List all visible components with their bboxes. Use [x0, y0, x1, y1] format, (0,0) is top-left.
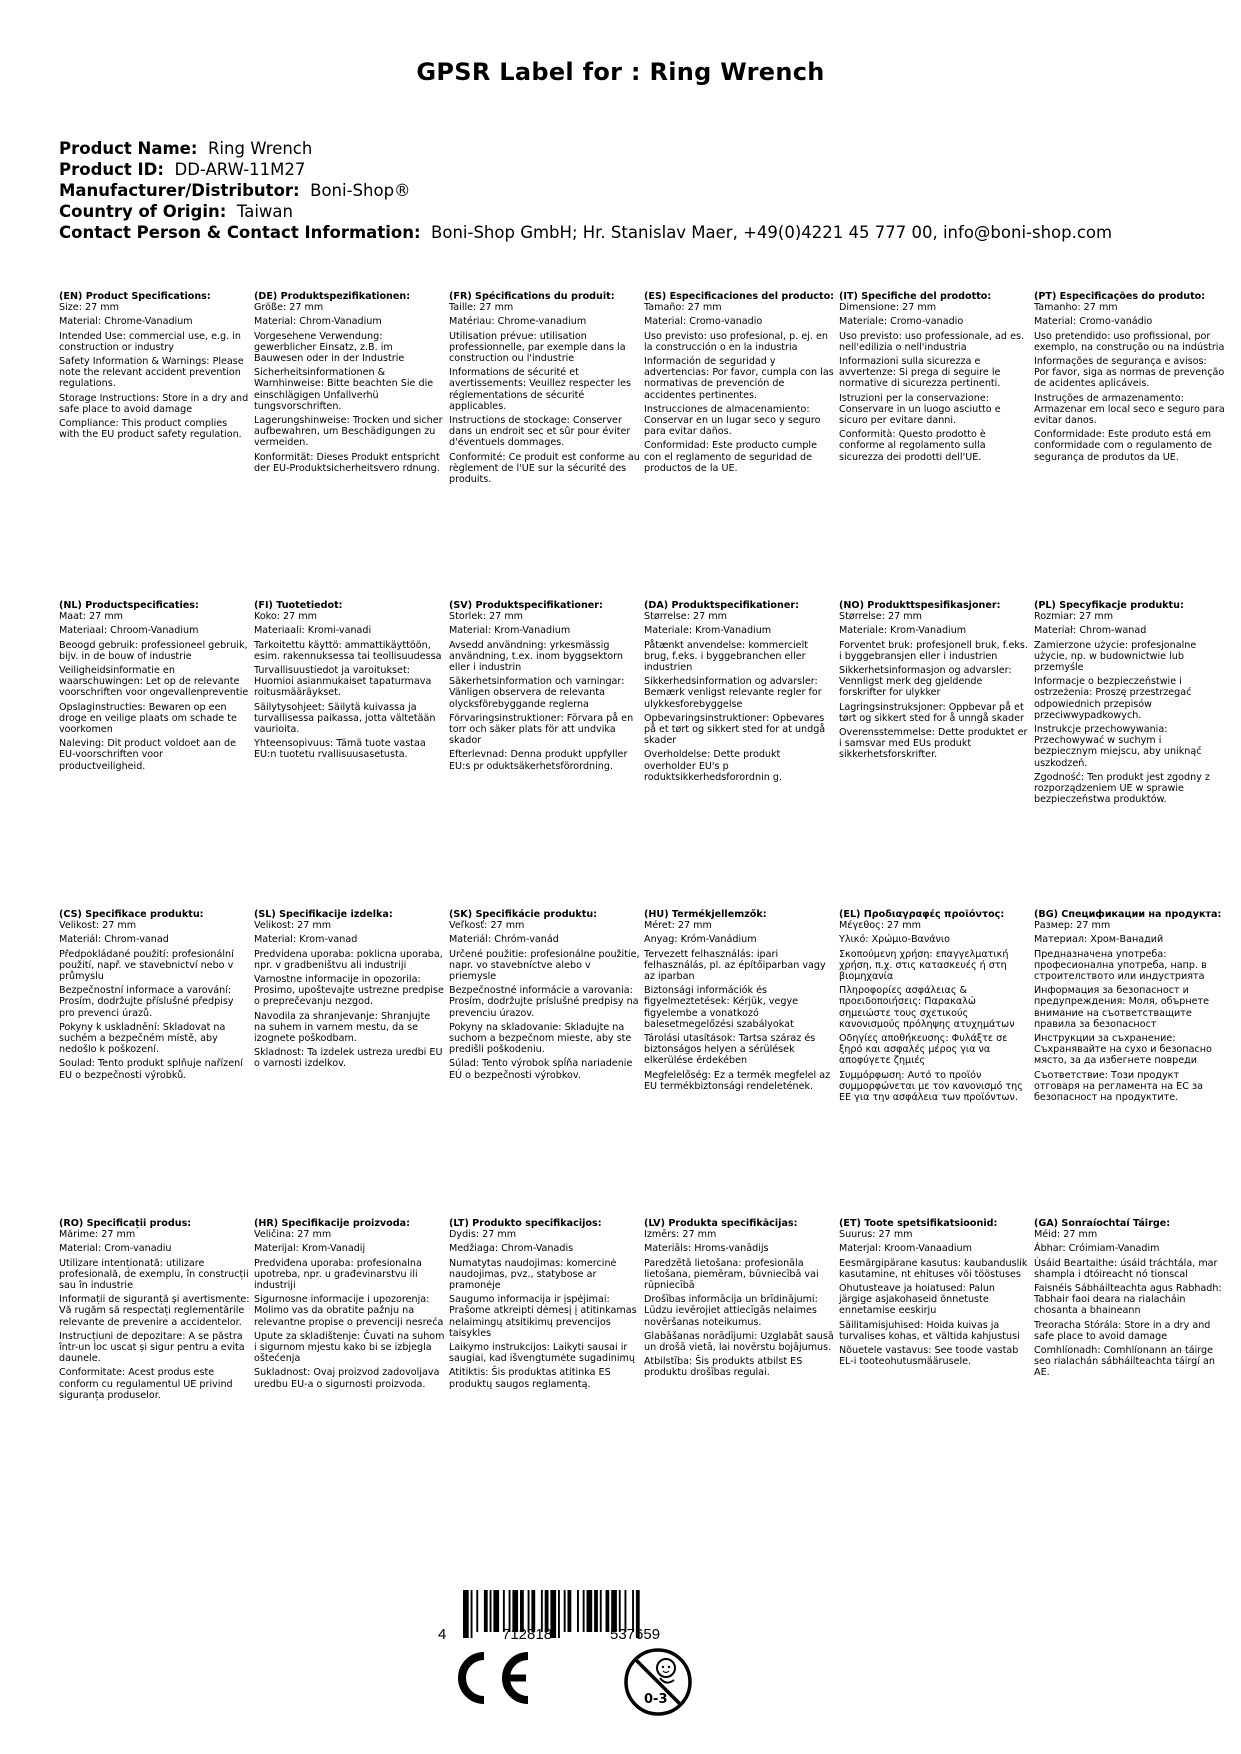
spec-line: Rozmiar: 27 mm	[1034, 611, 1114, 623]
spec-line: Materiale: Cromo-vanadio	[839, 316, 964, 328]
spec-heading: (EN) Product Specifications:	[59, 291, 211, 302]
spec-heading: (FR) Spécifications du produit:	[449, 291, 615, 302]
spec-line: Съответствие: Този продукт отговаря на регламента на ЕС за безопасност на продуктите.	[1034, 1069, 1203, 1104]
spec-heading: (NL) Productspecificaties:	[59, 600, 199, 611]
barcode-bar	[583, 1590, 585, 1632]
spec-line: Upute za skladištenje: Čuvati na suhom i sigurnom mjestu kako bi se izbjegla oštećenja	[254, 1330, 445, 1365]
spec-line: Μέγεθος: 27 mm	[839, 920, 921, 932]
spec-line: Größe: 27 mm	[254, 302, 324, 314]
spec-line: Material: Cromo-vanádio	[1034, 316, 1153, 328]
spec-line: Informazioni sulla sicurezza e avvertenze: Si prega di seguire le normative di sicurezza pertinenti.	[839, 356, 1001, 390]
spec-line: Sigurnosne informacije i upozorenja: Molimo vas da obratite pažnju na relevantne propise o prevenciji nesreća	[254, 1294, 444, 1328]
spec-line: Instruções de armazenamento: Armazenar em local seco e seguro para evitar danos.	[1034, 392, 1225, 427]
spec-line: Matériau: Chrome-vanadium	[449, 316, 587, 328]
spec-line: Overensstemmelse: Dette produktet er i samsvar med EUs produkt sikkerhetsforskrifter.	[839, 727, 1028, 761]
info-key: Contact Person & Contact Information:	[59, 223, 421, 242]
spec-line: Предназначена употреба: професионална употреба, напр. в строителството или индустрията	[1034, 948, 1207, 983]
spec-line: Säilitamisjuhised: Hoida kuivas ja turvalises kohas, et vältida kahjustusi	[839, 1319, 1020, 1342]
spec-line: Υλικό: Χρώμιο-Βανάνιο	[839, 934, 951, 946]
spec-line: Förvaringsinstruktioner: Förvara på en torr och säker plats för att undvika skador	[449, 712, 634, 747]
spec-line: Materiaal: Chroom-Vanadium	[59, 625, 199, 637]
spec-heading: (LV) Produkta specifikācijas:	[644, 1218, 798, 1229]
spec-block	[1034, 600, 1229, 909]
spec-line: Storlek: 27 mm	[449, 611, 524, 623]
info-value: Ring Wrench	[207, 139, 313, 158]
spec-line: Материал: Хром-Ванадий	[1034, 934, 1164, 946]
spec-block	[449, 600, 644, 909]
spec-line: Lagringsinstruksjoner: Oppbevar på et tørt og sikkert sted for å unngå skader	[839, 701, 1024, 724]
spec-line: Compliance: This product complies with the EU product safety regulation.	[59, 418, 242, 441]
spec-line: Taille: 27 mm	[449, 302, 514, 314]
barcode-bar	[600, 1590, 602, 1632]
barcode-bar	[558, 1590, 560, 1638]
not-for-children-0-3-icon	[622, 1646, 694, 1718]
spec-heading: (LT) Produkto specifikacijos:	[449, 1218, 602, 1229]
spec-line: Storage Instructions: Store in a dry and safe place to avoid damage	[59, 392, 249, 415]
info-key: Country of Origin:	[59, 202, 227, 221]
spec-line: Konformität: Dieses Produkt entspricht der EU-Produktsicherheitsvero rdnung.	[254, 451, 440, 474]
spec-line: Veiligheidsinformatie en waarschuwingen: Let op de relevante voorschriften voor ongevallenpreventie	[59, 665, 249, 699]
spec-heading: (SV) Produktspecifikationer:	[449, 600, 603, 611]
spec-line: Beoogd gebruik: professioneel gebruik, bijv. in de bouw of industrie	[59, 639, 248, 662]
spec-line: Medžiaga: Chrom-Vanadis	[449, 1243, 574, 1255]
spec-line: Veličina: 27 mm	[254, 1229, 332, 1241]
spec-line: Utilisation prévue: utilisation professionnelle, par exemple dans la construction ou l'industrie	[449, 330, 626, 365]
manufacturer-row	[59, 180, 1219, 201]
spec-line: Tamanho: 27 mm	[1034, 302, 1118, 314]
spec-line: Suurus: 27 mm	[839, 1229, 913, 1241]
spec-line: Instrucțiuni de depozitare: A se păstra într-un loc uscat și sigur pentru a evita daunele.	[59, 1330, 245, 1365]
spec-line: Bezpečnostní informace a varování: Prosím, dodržujte příslušné předpisy pro prevenci úrazů.	[59, 985, 234, 1019]
spec-line: Uso previsto: uso professionale, ad es. nell'edilizia o nell'industria	[839, 330, 1025, 353]
ce-mark-icon	[450, 1648, 535, 1708]
spec-line: Utilizare intenționată: utilizare profesională, de exemplu, în construcții sau în industrie	[59, 1257, 249, 1292]
spec-line: Sicherheitsinformationen & Warnhinweise: Bitte beachten Sie die einschlägigen Unfallverhü tungsvorschriften.	[254, 367, 434, 412]
spec-block	[449, 1218, 644, 1527]
spec-heading: (IT) Specifiche del prodotto:	[839, 291, 992, 302]
spec-line: Biztonsági információk és figyelmeztetések: Kérjük, vegye figyelembe a vonatkozó balesetmegelőzési szabályokat	[644, 985, 799, 1030]
spec-line: Conformité: Ce produit est conforme au règlement de l'UE sur la sécurité des produits.	[449, 451, 640, 486]
spec-line: Pokyny k uskladnění: Skladovat na suchém a bezpečném místě, aby nedošlo k poškození.	[59, 1021, 226, 1056]
spec-line: Atbilstība: Šis produkts atbilst ES produktu drošības regulai.	[644, 1356, 803, 1379]
spec-line: Tamaño: 27 mm	[644, 302, 722, 314]
spec-line: Opbevaringsinstruktioner: Opbevares på et tørt og sikkert sted for at undgå skader	[644, 712, 826, 747]
spec-line: Atitiktis: Šis produktas atitinka ES produktų saugos reglamentą.	[449, 1367, 611, 1390]
spec-heading: (ES) Especificaciones del producto:	[644, 291, 835, 302]
spec-line: Materiale: Krom-Vanadium	[644, 625, 772, 637]
spec-line: Οδηγίες αποθήκευσης: Φυλάξτε σε ξηρό και ασφαλές μέρος για να αποφύγετε ζημιές	[839, 1033, 1008, 1067]
spec-heading: (BG) Спецификации на продукта:	[1034, 909, 1222, 920]
spec-line: Størrelse: 27 mm	[839, 611, 922, 623]
spec-line: Informacje o bezpieczeństwie i ostrzeżenia: Proszę przestrzegać odpowiednich przepisów przeciwwypadkowych.	[1034, 676, 1192, 721]
spec-heading: (SL) Specifikacije izdelka:	[254, 909, 393, 920]
spec-line: Opslaginstructies: Bewaren op een droge en veilige plaats om schade te voorkomen	[59, 701, 237, 736]
spec-line: Zamierzone użycie: profesjonalne użycie, np. w budownictwie lub przemyśle	[1034, 639, 1197, 674]
barcode-bar	[471, 1590, 473, 1638]
spec-line: Navodila za shranjevanje: Shranjujte na suhem in varnem mestu, da se izognete poškodbam.	[254, 1010, 431, 1045]
barcode-bar	[594, 1590, 598, 1632]
spec-line: Faisnéis Sábháilteachta agus Rabhadh: Tabhair faoi deara na rialacháin chosanta a bhaineann	[1034, 1283, 1222, 1317]
barcode-bar	[490, 1590, 492, 1632]
spec-line: Materijal: Krom-Vanadij	[254, 1243, 366, 1255]
spec-line: Efterlevnad: Denna produkt uppfyller EU:s pr oduktsäkerhetsförordning.	[449, 749, 628, 772]
spec-line: Paredzētā lietošana: profesionāla lietošana, piemēram, būvniecībā vai rūpniecībā	[644, 1257, 819, 1292]
barcode-bar	[476, 1590, 478, 1632]
country-row	[59, 201, 1219, 222]
spec-line: Pokyny na skladovanie: Skladujte na suchom a bezpečnom mieste, aby ste predišli poškodeniu.	[449, 1021, 632, 1056]
spec-line: Nõuetele vastavus: See toode vastab EL-i tooteohutusmäärusele.	[839, 1345, 1019, 1368]
spec-heading: (CS) Specifikace produktu:	[59, 909, 204, 920]
spec-line: Soulad: Tento produkt splňuje nařízení EU o bezpečnosti výrobků.	[59, 1058, 243, 1081]
spec-line: Material: Krom-vanad	[254, 934, 358, 946]
spec-line: Overholdelse: Dette produkt overholder EU's p roduktsikkerhedsforordnin g.	[644, 749, 783, 783]
spec-line: Předpokládané použití: profesionální použití, např. ve stavebnictví nebo v průmyslu	[59, 948, 234, 983]
spec-block	[254, 909, 449, 1218]
spec-line: Méret: 27 mm	[644, 920, 712, 932]
spec-line: Megfelelőség: Ez a termék megfelel az EU termékbiztonsági rendeletének.	[644, 1069, 831, 1092]
spec-line: Säilytysohjeet: Säilytä kuivassa ja turvallisessa paikassa, jotta vältetään vaurioita.	[254, 701, 436, 736]
barcode-bar	[587, 1590, 593, 1632]
spec-line: Ábhar: Cróimiam-Vanadim	[1034, 1243, 1160, 1255]
spec-line: Yhteensopivuus: Tämä tuote vastaa EU:n tuotetu rvallisuusasetusta.	[254, 738, 426, 761]
spec-line: Lagerungshinweise: Trocken und sicher aufbewahren, um Beschädigungen zu vermeiden.	[254, 415, 443, 449]
spec-line: Úsáid Beartaithe: úsáid tráchtála, mar shampla i dtóireacht nó tionscal	[1034, 1257, 1218, 1280]
spec-line: Varnostne informacije in opozorila: Prosimo, upoštevajte ustrezne predpise o preprečevanju nezgod.	[254, 974, 444, 1008]
spec-line: Avsedd användning: yrkesmässig användning, t.ex. inom byggsektorn eller i industrin	[449, 639, 623, 674]
spec-line: Uso previsto: uso profesional, p. ej. en la construcción o en la industria	[644, 330, 828, 353]
info-value: DD-ARW-11M27	[174, 160, 306, 179]
spec-line: Sukladnost: Ovaj proizvod zadovoljava uredbu EU-a o sigurnosti proizvoda.	[254, 1367, 440, 1390]
spec-block	[254, 291, 449, 600]
spec-line: Material: Chrome-Vanadium	[59, 316, 193, 328]
spec-block	[59, 1218, 254, 1527]
spec-line: Turvallisuustiedot ja varoitukset: Huomioi asianmukaiset tapaturmava roitusmääräykset.	[254, 665, 432, 699]
spec-block	[449, 291, 644, 600]
spec-heading: (ET) Toote spetsifikatsioonid:	[839, 1218, 998, 1229]
spec-line: Predvidena uporaba: poklicna uporaba, npr. v gradbeništvu ali industriji	[254, 948, 443, 971]
spec-line: Instrukcje przechowywania: Przechowywać w suchym i bezpiecznym miejscu, aby uniknąć uszkodzeń.	[1034, 724, 1202, 769]
spec-line: Saugumo informacija ir įspėjimai: Prašome atkreipti dėmesį į atitinkamas nelaimingų atsitikimų prevencijos taisykles	[449, 1294, 637, 1339]
spec-line: Anyag: Króm-Vanádium	[644, 934, 757, 946]
spec-line: Информация за безопасност и предупреждения: Моля, обърнете внимание на съответстващите правила за безопасност	[1034, 985, 1210, 1030]
spec-line: Uso pretendido: uso profissional, por exemplo, na construção ou na indústria	[1034, 330, 1225, 353]
spec-line: Dimensione: 27 mm	[839, 302, 937, 314]
info-value: Taiwan	[236, 202, 293, 221]
spec-block	[59, 291, 254, 600]
spec-line: Súlad: Tento výrobok spĺňa nariadenie EÚ o bezpečnosti výrobkov.	[449, 1058, 633, 1081]
spec-line: Συμμόρφωση: Αυτό το προϊόν συμμορφώνεται με τον κανονισμό της ΕΕ για την ασφάλεια των προϊόντων.	[839, 1069, 1023, 1104]
spec-line: Material: Krom-Vanadium	[449, 625, 571, 637]
spec-line: Veľkosť: 27 mm	[449, 920, 525, 932]
spec-heading: (RO) Specificații produs:	[59, 1218, 192, 1229]
spec-line: Tervezett felhasználás: ipari felhasználás, pl. az építőiparban vagy az iparban	[644, 948, 826, 983]
spec-line: Intended Use: commercial use, e.g. in construction or industry	[59, 330, 241, 353]
spec-line: Predviđena uporaba: profesionalna upotreba, npr. u građevinarstvu ili industriji	[254, 1257, 422, 1292]
barcode-bar	[493, 1590, 499, 1632]
spec-line: Ohutusteave ja hoiatused: Palun järgige asjakohaseid õnnetuste ennetamise eeskirju	[839, 1283, 995, 1317]
product-info	[59, 138, 1219, 243]
spec-block	[644, 909, 839, 1218]
spec-line: Vorgesehene Verwendung: gewerblicher Einsatz, z.B. im Bauwesen oder in der Industrie	[254, 330, 405, 365]
info-key: Product ID:	[59, 160, 164, 179]
spec-line: Materiāls: Hroms-vanādijs	[644, 1243, 769, 1255]
spec-block	[1034, 1218, 1229, 1527]
info-value: Boni-Shop®	[310, 181, 411, 200]
spec-line: Informations de sécurité et avertissements: Veuillez respecter les réglementations de sécurité applicables.	[449, 367, 632, 412]
spec-line: Tarkoitettu käyttö: ammattikäyttöön, esim. rakennuksessa tai teollisuudessa	[254, 639, 442, 662]
spec-line: Naleving: Dit product voldoet aan de EU-voorschriften voor productveiligheid.	[59, 738, 236, 772]
spec-line: Información de seguridad y advertencias: Por favor, cumpla con las normativas de prevención de accidentes pertinentes.	[644, 356, 834, 401]
spec-block	[254, 600, 449, 909]
spec-block	[644, 600, 839, 909]
product-name-row	[59, 138, 1219, 159]
page-title: GPSR Label for : Ring Wrench	[416, 58, 825, 86]
spec-line: Påtænkt anvendelse: kommercielt brug, f.eks. i byggebranchen eller industrien	[644, 639, 809, 674]
spec-line: Velikost: 27 mm	[59, 920, 137, 932]
spec-line: Sikkerhetsinformasjon og advarsler: Vennligst merk deg gjeldende forskrifter for ulykker	[839, 665, 1012, 699]
barcode-bar	[463, 1590, 469, 1638]
spec-line: Mărime: 27 mm	[59, 1229, 136, 1241]
spec-line: Πληροφορίες ασφάλειας & προειδοποιήσεις: Παρακαλώ σημειώστε τους σχετικούς κανονισμούς πρόληψης ατυχημάτων	[839, 985, 1015, 1030]
contact-row	[59, 222, 1219, 243]
spec-block	[644, 1218, 839, 1527]
spec-heading: (NO) Produkttspesifikasjoner:	[839, 600, 1001, 611]
barcode-bar	[606, 1590, 610, 1632]
spec-line: Instrucciones de almacenamiento: Conservar en un lugar seco y seguro para evitar daños.	[644, 403, 821, 438]
spec-line: Informații de siguranță și avertismente: Vă rugăm să respectați reglementările relevante de prevenire a accidentelor.	[59, 1294, 250, 1328]
spec-heading: (HU) Termékjellemzők:	[644, 909, 767, 920]
spec-line: Velikost: 27 mm	[254, 920, 332, 932]
spec-line: Material: Chrom-Vanadium	[254, 316, 382, 328]
spec-heading: (FI) Tuotetiedot:	[254, 600, 343, 611]
spec-line: Conformitate: Acest produs este conform cu regulamentul UE privind siguranța produselor.	[59, 1367, 233, 1401]
spec-block	[839, 600, 1034, 909]
spec-block	[644, 291, 839, 600]
spec-line: Comhlíonadh: Comhlíonann an táirge seo rialachán sábháilteachta táirgí an AE.	[1034, 1345, 1215, 1379]
spec-line: Forventet bruk: profesjonell bruk, f.eks. i byggebransjen eller i industrien	[839, 639, 1028, 662]
spec-line: Materjal: Kroom-Vanaadium	[839, 1243, 972, 1255]
spec-line: Méid: 27 mm	[1034, 1229, 1098, 1241]
spec-line: Treoracha Stórála: Store in a dry and safe place to avoid damage	[1034, 1319, 1211, 1342]
spec-block	[839, 909, 1034, 1218]
spec-block	[59, 600, 254, 909]
specifications-grid	[59, 291, 1229, 1527]
age-range-label: 0-3	[644, 1692, 668, 1707]
spec-line: Material: Crom-vanadiu	[59, 1243, 172, 1255]
spec-line: Σκοπούμενη χρήση: επαγγελματική χρήση, π.χ. στις κατασκευές ή στη βιομηχανία	[839, 948, 1009, 983]
spec-heading: (EL) Προδιαγραφές προϊόντος:	[839, 909, 1005, 920]
spec-line: Conformità: Questo prodotto è conforme al regolamento sulla sicurezza dei prodotti dell'UE.	[839, 429, 986, 463]
spec-line: Numatytas naudojimas: komercinė naudojimas, pvz., statybose ar pramonėje	[449, 1257, 617, 1292]
info-value: Boni-Shop GmbH; Hr. Stanislav Maer, +49(0)4221 45 777 00, info@boni-shop.com	[431, 223, 1113, 242]
product-id-row	[59, 159, 1219, 180]
spec-line: Materiál: Chróm-vanád	[449, 934, 559, 946]
spec-line: Materiale: Krom-Vanadium	[839, 625, 967, 637]
barcode-bar	[564, 1590, 566, 1632]
barcode-bar	[577, 1590, 579, 1632]
spec-line: Eesmärgipärane kasutus: kaubanduslik kasutamine, nt ehituses või tööstuses	[839, 1257, 1028, 1280]
info-key: Product Name:	[59, 139, 198, 158]
spec-line: Tárolási utasítások: Tartsa száraz és biztonságos helyen a sérülések elkerülése érdekében	[644, 1033, 816, 1067]
spec-line: Material: Cromo-vanadio	[644, 316, 763, 328]
spec-line: Drošības informācija un brīdinājumi: Lūdzu ievērojiet attiecīgās nelaimes novēršanas noteikumus.	[644, 1294, 818, 1328]
spec-block	[1034, 291, 1229, 600]
spec-heading: (DE) Produktspezifikationen:	[254, 291, 411, 302]
spec-line: Maat: 27 mm	[59, 611, 124, 623]
spec-block	[254, 1218, 449, 1527]
spec-line: Размер: 27 mm	[1034, 920, 1111, 932]
spec-line: Størrelse: 27 mm	[644, 611, 727, 623]
spec-line: Инструкции за съхранение: Съхранявайте на сухо и безопасно място, за да избегнете повреди	[1034, 1033, 1212, 1067]
spec-line: Glabāšanas norādījumi: Uzglabāt sausā un drošā vietā, lai novērstu bojājumus.	[644, 1330, 834, 1354]
spec-line: Dydis: 27 mm	[449, 1229, 517, 1241]
barcode-digit-lead: 4	[438, 1626, 447, 1643]
spec-block	[449, 909, 644, 1218]
spec-line: Size: 27 mm	[59, 302, 119, 314]
spec-line: Koko: 27 mm	[254, 611, 317, 623]
spec-heading: (PT) Especificações do produto:	[1034, 291, 1206, 302]
barcode-bar	[484, 1590, 488, 1632]
spec-heading: (PL) Specyfikacje produktu:	[1034, 600, 1184, 611]
spec-block	[59, 909, 254, 1218]
barcode-bar	[568, 1590, 572, 1632]
spec-line: Säkerhetsinformation och varningar: Vänligen observera de relevanta olycksförebyggande reglerna	[449, 676, 625, 710]
spec-line: Materiał: Chrom-wanad	[1034, 625, 1147, 637]
info-key: Manufacturer/Distributor:	[59, 181, 300, 200]
spec-line: Safety Information & Warnings: Please note the relevant accident prevention regulations.	[59, 356, 244, 390]
barcode-digits-right: 537659	[610, 1626, 661, 1643]
spec-block	[839, 291, 1034, 600]
spec-line: Informações de segurança e avisos: Por favor, siga as normas de prevenção de acidentes aplicáveis.	[1034, 356, 1225, 390]
spec-heading: (HR) Specifikacije proizvoda:	[254, 1218, 410, 1229]
spec-line: Určené použitie: profesionálne použitie, napr. vo stavebníctve alebo v priemysle	[449, 948, 640, 983]
spec-line: Conformidad: Este producto cumple con el reglamento de seguridad de productos de la UE.	[644, 440, 817, 474]
spec-line: Skladnost: Ta izdelek ustreza uredbi EU o varnosti izdelkov.	[254, 1047, 443, 1070]
barcode-digits-left: 712818	[502, 1626, 553, 1643]
spec-line: Zgodność: Ten produkt jest zgodny z rozporządzeniem UE w sprawie bezpieczeństwa produktów.	[1034, 771, 1210, 806]
spec-line: Conformidade: Este produto está em conformidade com o regulamento de segurança de produtos da UE.	[1034, 429, 1213, 463]
spec-line: Bezpečnostné informácie a varovania: Prosím, dodržujte príslušné predpisy na prevenciu úrazov.	[449, 985, 639, 1019]
spec-line: Laikymo instrukcijos: Laikyti sausai ir saugiai, kad išvengtumėte sugadinimų	[449, 1342, 635, 1365]
spec-line: Sikkerhedsinformation og advarsler: Bemærk venligst relevante regler for ulykkesforebyggelse	[644, 676, 822, 710]
spec-line: Materiaali: Kromi-vanadi	[254, 625, 372, 637]
spec-line: Instructions de stockage: Conserver dans un endroit sec et sûr pour éviter d'éventuels dommages.	[449, 415, 631, 449]
spec-heading: (DA) Produktspecifikationer:	[644, 600, 799, 611]
spec-heading: (GA) Sonraíochtaí Táirge:	[1034, 1218, 1171, 1229]
spec-line: Materiál: Chrom-vanad	[59, 934, 169, 946]
spec-heading: (SK) Špecifikácie produktu:	[449, 909, 598, 920]
spec-block	[839, 1218, 1034, 1527]
spec-block	[1034, 909, 1229, 1218]
spec-line: Izmērs: 27 mm	[644, 1229, 717, 1241]
spec-line: Istruzioni per la conservazione: Conservare in un luogo asciutto e sicuro per evitare danni.	[839, 392, 1001, 427]
